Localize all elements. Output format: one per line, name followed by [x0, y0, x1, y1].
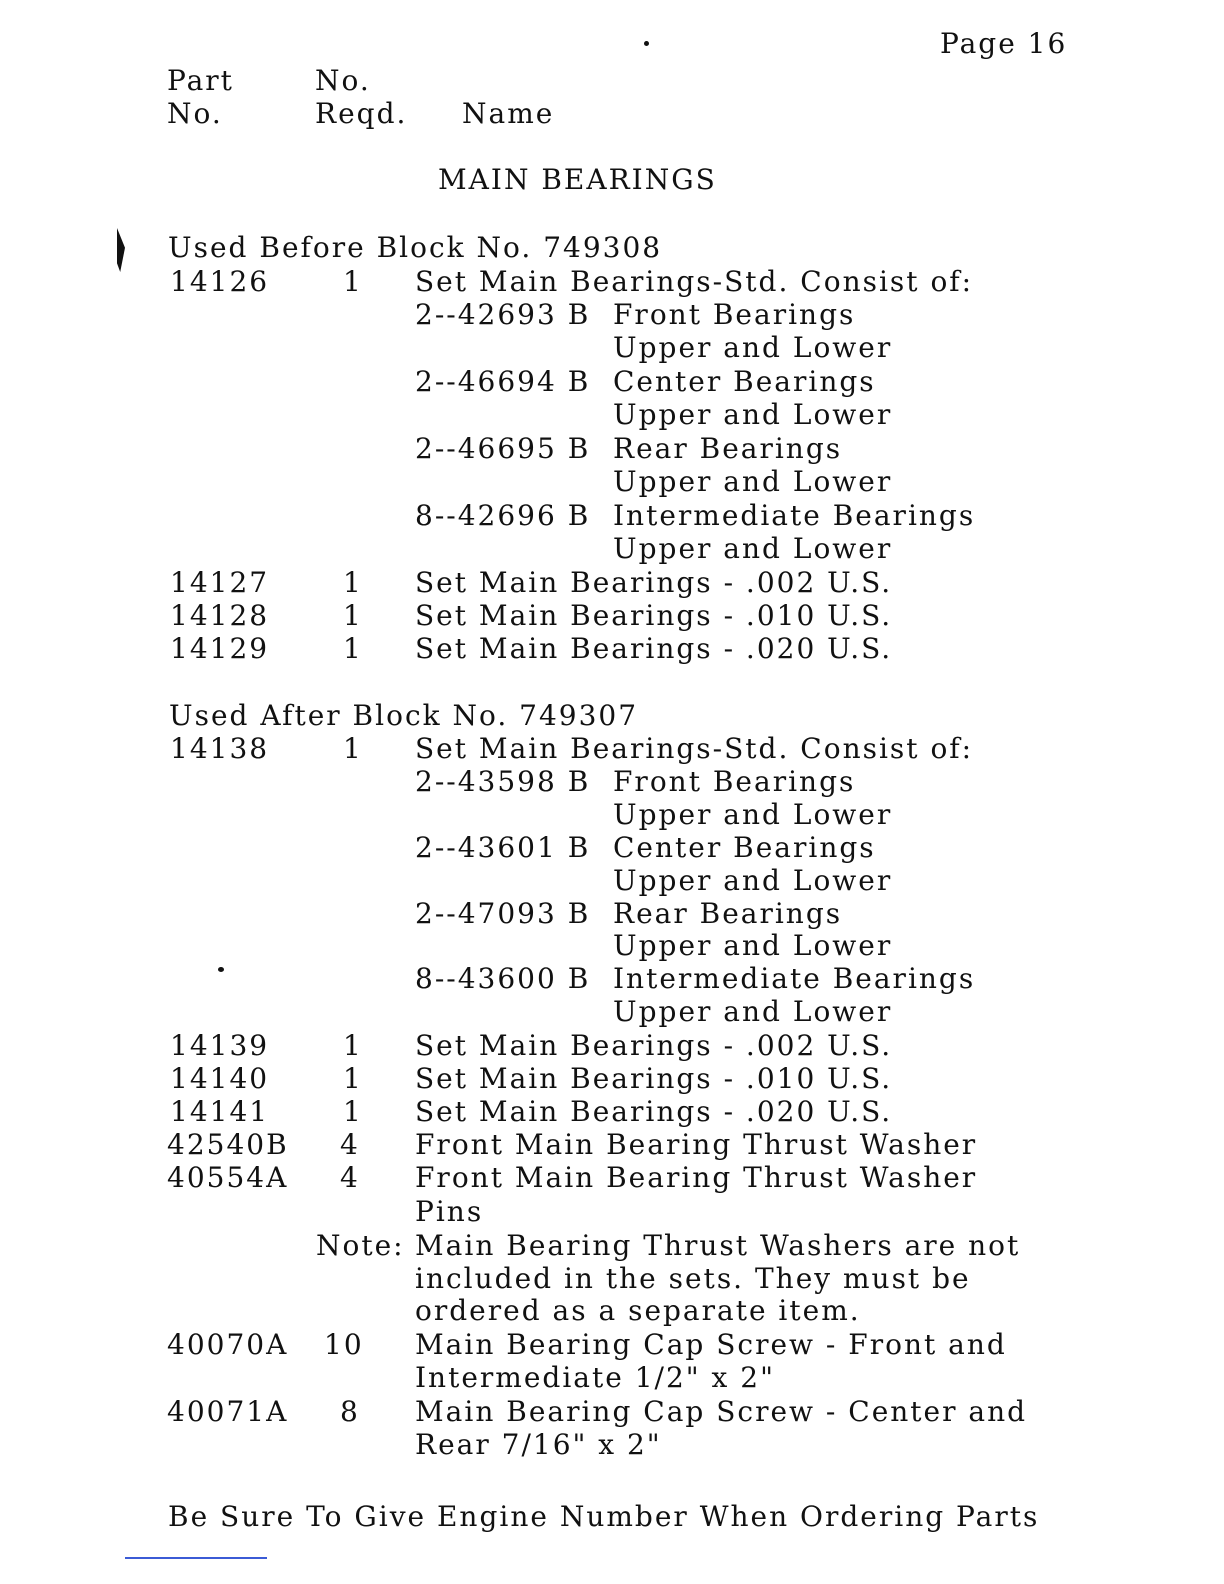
- scan-margin-mark: [117, 228, 125, 272]
- part-number: 14126: [170, 265, 270, 298]
- group-title: Used Before Block No. 749308: [168, 231, 663, 264]
- part-number: 14139: [170, 1029, 270, 1062]
- component-name: Front Bearings: [613, 298, 856, 331]
- component-code: 2--43601 B: [415, 831, 591, 864]
- quantity: 1: [343, 732, 363, 765]
- component-name: Center Bearings: [613, 365, 876, 398]
- component-code: 2--46695 B: [415, 432, 591, 465]
- quantity: 1: [343, 566, 363, 599]
- component-code: 8--43600 B: [415, 962, 591, 995]
- part-name-continuation: Intermediate 1/2" x 2": [415, 1361, 775, 1394]
- component-name: Intermediate Bearings: [613, 962, 976, 995]
- component-code: 2--42693 B: [415, 298, 591, 331]
- quantity: 1: [343, 1095, 363, 1128]
- component-detail: Upper and Lower: [613, 331, 893, 364]
- header-name: Name: [462, 97, 555, 130]
- quantity: 4: [340, 1161, 360, 1194]
- component-name: Center Bearings: [613, 831, 876, 864]
- component-code: 2--43598 B: [415, 765, 591, 798]
- part-name: Set Main Bearings - .020 U.S.: [415, 632, 893, 665]
- page-number: Page 16: [940, 27, 1068, 60]
- component-name: Front Bearings: [613, 765, 856, 798]
- quantity: 1: [343, 1062, 363, 1095]
- quantity: 8: [340, 1395, 360, 1428]
- scan-speck: [644, 41, 649, 46]
- component-name: Intermediate Bearings: [613, 499, 976, 532]
- part-name: Set Main Bearings - .002 U.S.: [415, 566, 893, 599]
- part-number: 14127: [170, 566, 270, 599]
- part-number: 40071A: [167, 1395, 289, 1428]
- quantity: 1: [343, 599, 363, 632]
- part-number: 40070A: [167, 1328, 289, 1361]
- quantity: 4: [340, 1128, 360, 1161]
- component-detail: Upper and Lower: [613, 929, 893, 962]
- component-detail: Upper and Lower: [613, 465, 893, 498]
- footer-underline: [125, 1557, 267, 1559]
- part-name: Set Main Bearings - .002 U.S.: [415, 1029, 893, 1062]
- part-name: Main Bearing Cap Screw - Front and: [415, 1328, 1007, 1361]
- header-reqd-line1: No.: [315, 64, 371, 97]
- quantity: 1: [343, 1029, 363, 1062]
- part-name: Set Main Bearings-Std. Consist of:: [415, 732, 974, 765]
- part-name: Set Main Bearings - .010 U.S.: [415, 1062, 893, 1095]
- part-number: 40554A: [167, 1161, 289, 1194]
- component-code: 2--47093 B: [415, 897, 591, 930]
- part-number: 14140: [170, 1062, 270, 1095]
- part-name: Front Main Bearing Thrust Washer: [415, 1161, 978, 1194]
- header-part-line1: Part: [167, 64, 234, 97]
- component-detail: Upper and Lower: [613, 864, 893, 897]
- section-title: MAIN BEARINGS: [438, 163, 717, 196]
- footer-note: Be Sure To Give Engine Number When Ordering Parts: [168, 1500, 1040, 1533]
- group-title: Used After Block No. 749307: [169, 699, 639, 732]
- part-number: 14128: [170, 599, 270, 632]
- part-number: 14138: [170, 732, 270, 765]
- component-name: Rear Bearings: [613, 432, 843, 465]
- part-name: Front Main Bearing Thrust Washer: [415, 1128, 978, 1161]
- header-part-line2: No.: [167, 97, 223, 130]
- component-detail: Upper and Lower: [613, 995, 893, 1028]
- note-text: Main Bearing Thrust Washers are not: [415, 1229, 1021, 1262]
- part-name: Main Bearing Cap Screw - Center and: [415, 1395, 1028, 1428]
- part-name-continuation: Rear 7/16" x 2": [415, 1428, 662, 1461]
- header-reqd-line2: Reqd.: [315, 97, 408, 130]
- part-name: Set Main Bearings-Std. Consist of:: [415, 265, 974, 298]
- component-detail: Upper and Lower: [613, 798, 893, 831]
- quantity: 1: [343, 632, 363, 665]
- component-code: 2--46694 B: [415, 365, 591, 398]
- quantity: 1: [343, 265, 363, 298]
- part-name-continuation: Pins: [415, 1195, 484, 1228]
- scan-speck: [218, 967, 224, 972]
- note-label: Note:: [316, 1229, 405, 1262]
- quantity: 10: [324, 1328, 364, 1361]
- note-text: ordered as a separate item.: [415, 1294, 861, 1327]
- part-number: 14129: [170, 632, 270, 665]
- part-name: Set Main Bearings - .020 U.S.: [415, 1095, 893, 1128]
- component-detail: Upper and Lower: [613, 532, 893, 565]
- component-name: Rear Bearings: [613, 897, 843, 930]
- part-name: Set Main Bearings - .010 U.S.: [415, 599, 893, 632]
- part-number: 14141: [170, 1095, 270, 1128]
- component-detail: Upper and Lower: [613, 398, 893, 431]
- component-code: 8--42696 B: [415, 499, 591, 532]
- part-number: 42540B: [167, 1128, 289, 1161]
- note-text: included in the sets. They must be: [415, 1262, 971, 1295]
